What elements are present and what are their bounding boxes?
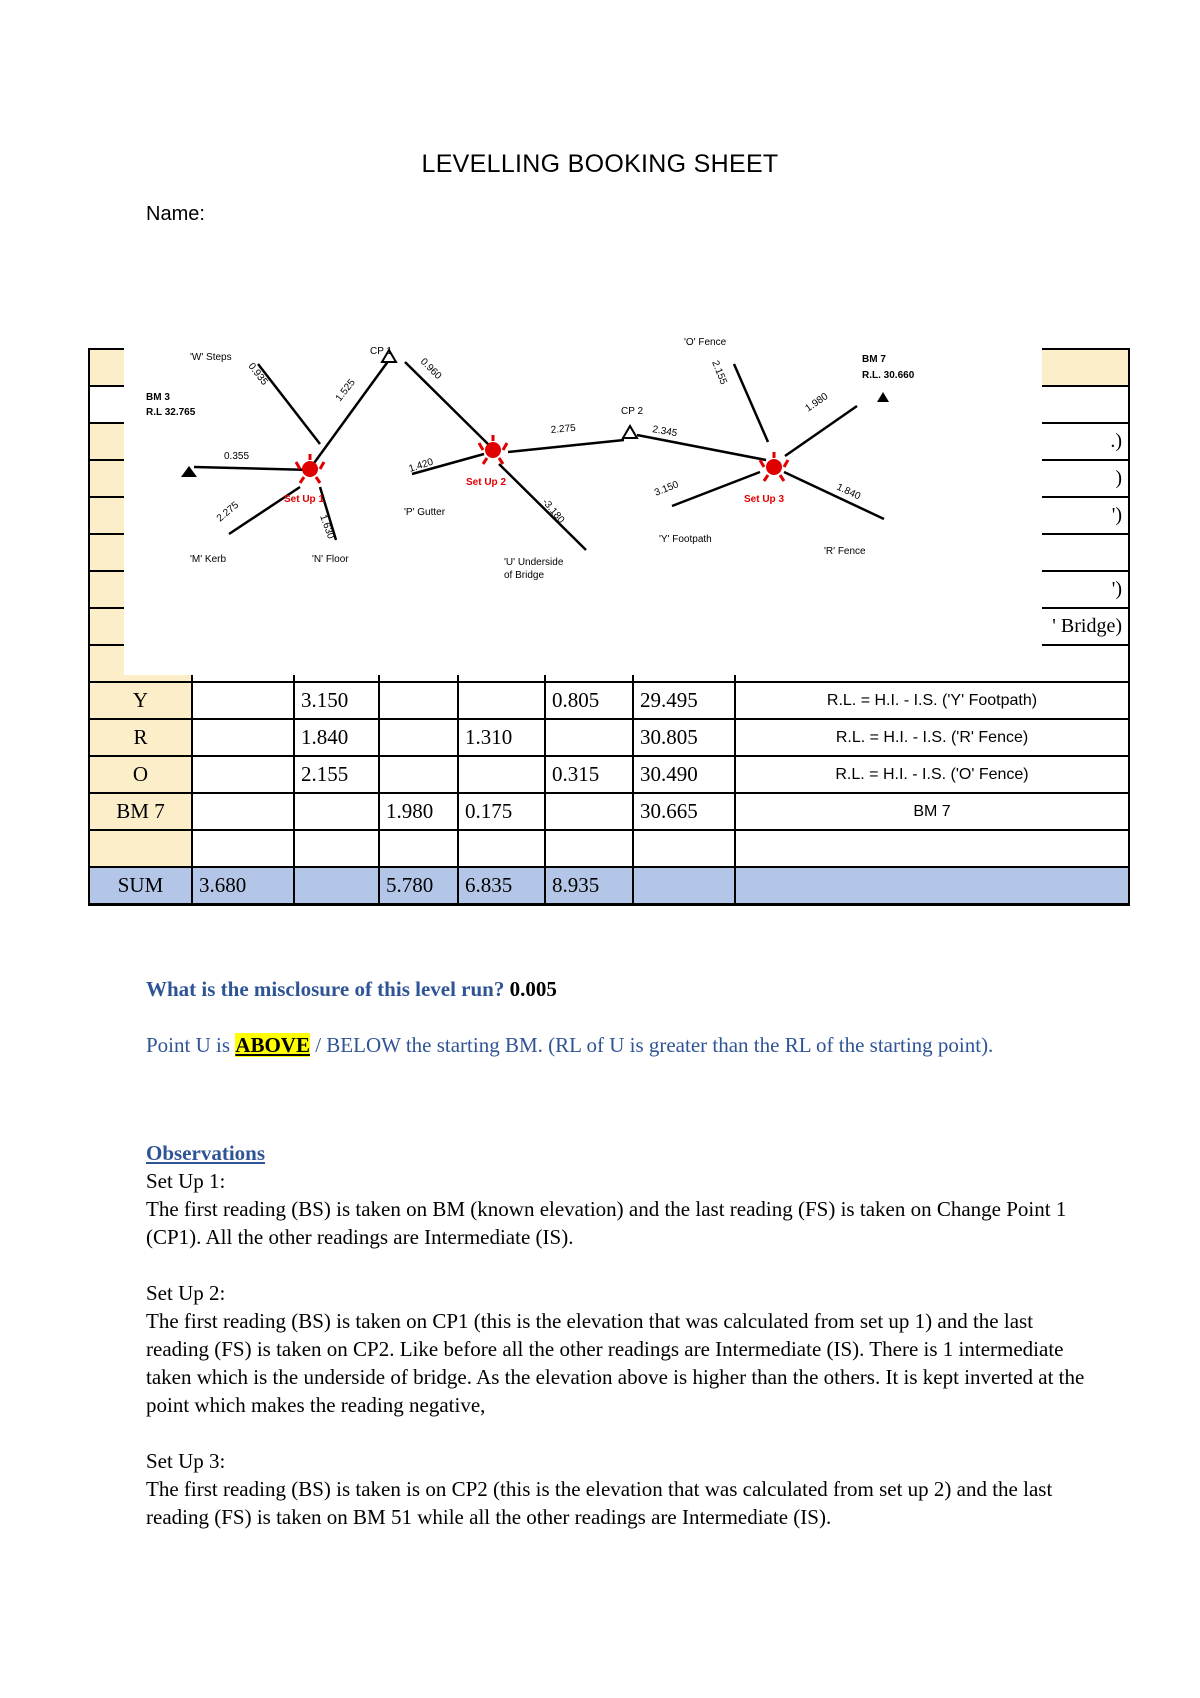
reading-label: 0.355: [224, 451, 250, 462]
point-u-rest: / BELOW the starting BM. (RL of U is greater than the RL of the starting point).: [315, 1033, 994, 1057]
observations-section: [146, 1139, 1086, 1531]
rise-cell: [458, 682, 545, 719]
is-cell: 3.150: [294, 682, 379, 719]
remark-cell: R.L. = H.I. - I.S. ('Y' Footpath): [735, 682, 1129, 719]
reading-label: 1.420: [407, 456, 435, 475]
remark-fragment: '): [1111, 504, 1122, 526]
setup-marker: [760, 452, 788, 481]
rl-cell: 30.665: [633, 793, 735, 830]
rise-cell: 1.310: [458, 719, 545, 756]
fall-cell: 0.805: [545, 682, 633, 719]
setup3-title: Set Up 3:: [146, 1449, 226, 1473]
reading-label: 2.275: [550, 422, 577, 436]
bs-cell: [192, 719, 294, 756]
reading-label: 3.150: [653, 479, 681, 499]
bm7-triangle: [877, 392, 889, 402]
table-row: [89, 830, 1129, 867]
remark-cell: BM 7: [735, 793, 1129, 830]
sum-fs: 5.780: [379, 867, 458, 904]
remark-cell: R.L. = H.I. - I.S. ('O' Fence): [735, 756, 1129, 793]
table-row: [89, 682, 1129, 719]
reading-label: 1.525: [333, 377, 358, 404]
table-row: [89, 793, 1129, 830]
sight-line: [785, 406, 857, 456]
point-cell: BM 7: [89, 793, 192, 830]
bs-cell: [192, 793, 294, 830]
setup2-title: Set Up 2:: [146, 1281, 226, 1305]
point-cell: Y: [89, 682, 192, 719]
w-steps-label: 'W' Steps: [190, 352, 232, 363]
point-cell: O: [89, 756, 192, 793]
point-u-prefix: Point U is: [146, 1033, 231, 1057]
reading-label: 2.275: [214, 499, 242, 525]
bs-cell: [192, 682, 294, 719]
setup3-text: The first reading (BS) is taken is on CP2 (this is the elevation that was calculated from set up 2) and the last reading (FS) is taken on BM 51 while all the other readings are Intermediate (IS).: [146, 1477, 1053, 1529]
reading-label: 1.630: [317, 513, 337, 541]
u-bridge-label-2: of Bridge: [504, 570, 545, 581]
table-row: [89, 719, 1129, 756]
is-cell: [294, 793, 379, 830]
point-cell: R: [89, 719, 192, 756]
remark-cell: R.L. = H.I. - I.S. ('R' Fence): [735, 719, 1129, 756]
sight-line: [309, 360, 389, 470]
reading-label: 2.155: [709, 359, 729, 387]
sight-line: [405, 362, 491, 447]
fs-cell: [379, 756, 458, 793]
question-text: What is the misclosure of this level run?: [146, 977, 505, 1001]
sum-is: [294, 867, 379, 904]
setup1-title: Set Up 1:: [146, 1169, 226, 1193]
r-fence-label: 'R' Fence: [824, 546, 866, 557]
misclosure-question: [146, 977, 557, 1002]
reading-label: 0.935: [245, 361, 270, 388]
point-u-statement: [146, 1031, 1086, 1059]
sum-label: SUM: [89, 867, 192, 904]
bm7-rl: R.L. 30.660: [862, 370, 915, 381]
sight-line: [784, 472, 884, 519]
remark-fragment: ): [1115, 467, 1122, 489]
reading-label: 1.840: [834, 481, 863, 503]
m-kerb-label: 'M' Kerb: [190, 554, 227, 565]
fall-cell: 0.315: [545, 756, 633, 793]
setup3-label: Set Up 3: [744, 494, 785, 505]
n-floor-label: 'N' Floor: [312, 554, 349, 565]
bm3-rl: R.L 32.765: [146, 407, 196, 418]
fs-cell: [379, 682, 458, 719]
rise-cell: [458, 756, 545, 793]
sight-line: [734, 364, 768, 442]
sum-fall: 8.935: [545, 867, 633, 904]
p-gutter-label: 'P' Gutter: [404, 507, 446, 518]
is-cell: 1.840: [294, 719, 379, 756]
reading-label: 0.960: [417, 356, 444, 382]
setup-marker: [296, 454, 324, 483]
remark-fragment: ' Bridge): [1052, 615, 1122, 637]
sight-line: [637, 435, 766, 460]
question-answer: 0.005: [509, 977, 557, 1001]
sight-line: [258, 364, 320, 444]
cp2-label: CP 2: [621, 406, 644, 417]
sight-line: [508, 440, 624, 452]
reading-label: -3.180: [539, 496, 567, 526]
page-title: LEVELLING BOOKING SHEET: [421, 150, 779, 178]
reading-label: 2.345: [651, 424, 679, 440]
fs-cell: [379, 719, 458, 756]
sight-line: [194, 467, 312, 470]
y-footpath-label: 'Y' Footpath: [659, 534, 712, 545]
setup1-text: The first reading (BS) is taken on BM (known elevation) and the last reading (FS) is taken on Change Point 1 (CP1). All the other readings are Intermediate (IS).: [146, 1197, 1067, 1249]
u-bridge-label: 'U' Underside: [504, 557, 564, 568]
point-cell: [89, 830, 192, 867]
sum-rise: 6.835: [458, 867, 545, 904]
sum-bs: 3.680: [192, 867, 294, 904]
cp2-triangle: [623, 426, 637, 438]
fall-cell: [545, 793, 633, 830]
remark-fragment: .): [1110, 430, 1122, 452]
bm7-label: BM 7: [862, 354, 886, 365]
above-highlight: ABOVE: [235, 1033, 310, 1057]
observations-heading: Observations: [146, 1141, 266, 1165]
table-row: [89, 756, 1129, 793]
setup2-label: Set Up 2: [466, 477, 507, 488]
o-fence-label: 'O' Fence: [684, 337, 727, 348]
name-label: Name:: [146, 203, 205, 225]
is-cell: 2.155: [294, 756, 379, 793]
rl-cell: 30.490: [633, 756, 735, 793]
levelling-diagram: [124, 322, 1042, 675]
remark-fragment: '): [1111, 578, 1122, 600]
fall-cell: [545, 719, 633, 756]
setup1-label: Set Up 1: [284, 494, 325, 505]
bm3-label: BM 3: [146, 392, 170, 403]
rise-cell: 0.175: [458, 793, 545, 830]
fs-cell: 1.980: [379, 793, 458, 830]
sum-row: [89, 867, 1129, 904]
bs-cell: [192, 756, 294, 793]
cp1-label: CP 1: [370, 346, 393, 357]
rl-cell: 30.805: [633, 719, 735, 756]
reading-label: 1.980: [803, 391, 831, 415]
setup2-text: The first reading (BS) is taken on CP1 (this is the elevation that was calculated from set up 1) and the last reading (FS) is taken on CP2. Like before all the other readings are Intermediate (IS). There is 1 intermediate taken which is the underside of bridge. As the elevation above is higher than the others. It is kept inverted at the point which makes the reading negative,: [146, 1309, 1085, 1417]
rl-cell: 29.495: [633, 682, 735, 719]
